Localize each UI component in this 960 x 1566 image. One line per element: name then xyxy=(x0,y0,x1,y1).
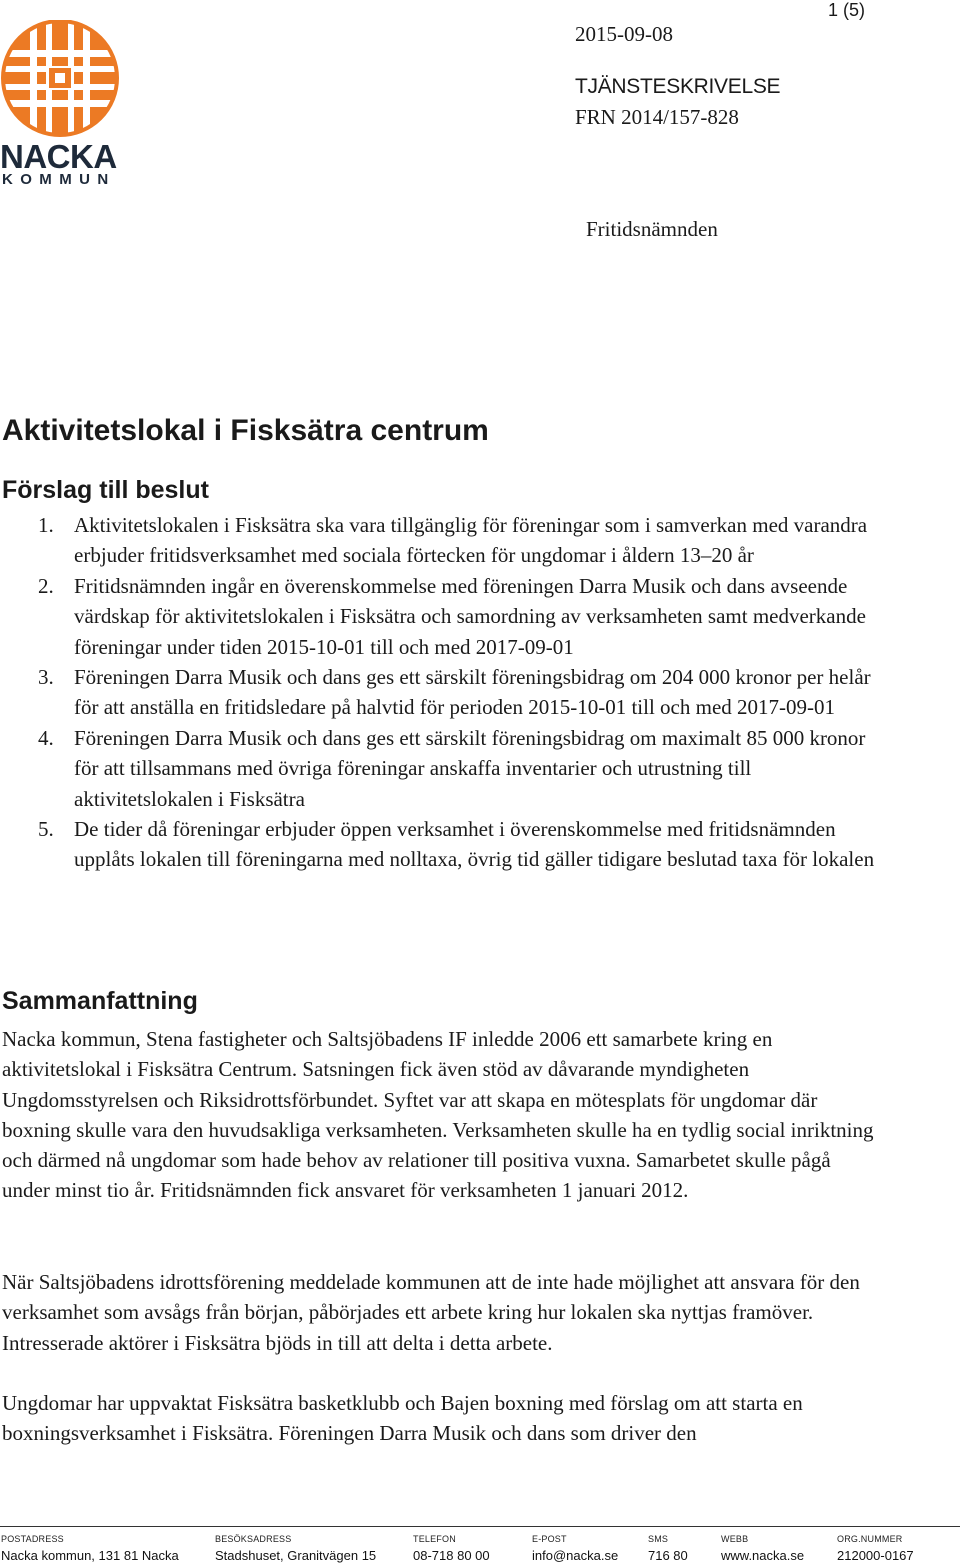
recipient: Fritidsnämnden xyxy=(586,217,718,241)
list-item xyxy=(2,571,882,662)
list-item xyxy=(2,723,882,814)
footer-value: 716 80 xyxy=(648,1548,688,1563)
footer-label: POSTADRESS xyxy=(1,1534,64,1544)
list-item-number: 5. xyxy=(38,817,54,842)
page-number: 1 (5) xyxy=(828,0,866,20)
list-item-text: Föreningen Darra Musik och dans ges ett särskilt föreningsbidrag om maximalt 85 000 kronor för att tillsammans med övriga föreningar anskaffa inventarier och utrustning till aktivitetslokalen i Fisksätra xyxy=(74,725,866,811)
summary-heading: Sammanfattning xyxy=(2,987,198,1015)
list-item-number: 3. xyxy=(38,665,54,690)
summary-paragraph-3: Ungdomar har uppvaktat Fisksätra basketklubb och Bajen boxning med förslag om att starta en boxningsverksamhet i Fisksätra. Föreningen Darra Musik och dans som driver den xyxy=(2,1391,803,1446)
footer-label: E-POST xyxy=(532,1534,567,1544)
footer-sms xyxy=(648,1533,688,1565)
document-date: 2015-09-08 xyxy=(575,22,673,46)
footer-value: info@nacka.se xyxy=(532,1548,619,1563)
footer-postal-address xyxy=(1,1533,179,1565)
footer-label: WEBB xyxy=(721,1534,749,1544)
footer-value: Nacka kommun, 131 81 Nacka xyxy=(1,1548,179,1563)
list-item-text: Fritidsnämnden ingår en överenskommelse med föreningen Darra Musik och dans avseende värdskap för aktivitetslokalen i Fisksätra och samordning av verksamheten samt medverkande föreningar under tiden 2015-10-01 till och med 2017-09-01 xyxy=(74,573,866,659)
footer-value: Stadshuset, Granitvägen 15 xyxy=(215,1548,377,1563)
list-item-text: De tider då föreningar erbjuder öppen verksamhet i överenskommelse med fritidsnämnden upplåts lokalen till föreningarna med nolltaxa, övrig tid gäller tidigare beslutad taxa för lokalen xyxy=(74,817,875,872)
summary-paragraph-2: När Saltsjöbadens idrottsförening meddelade kommunen att de inte hade möjlighet att ansvara för den verksamhet som avsågs från början, påbörjades ett arbete kring hur lokalen ska nyttjas framöver. Intresserade aktörer i Fisksätra bjöds in till att delta i detta arbete. xyxy=(2,1270,860,1355)
nacka-kommun-logo xyxy=(0,20,124,192)
list-item-text: Föreningen Darra Musik och dans ges ett särskilt föreningsbidrag om 204 000 kronor per helår för att anställa en fritidsledare på halvtid för perioden 2015-10-01 till och med 2017-09-01 xyxy=(74,665,871,720)
page-title: Aktivitetslokal i Fisksätra centrum xyxy=(2,414,489,447)
list-item xyxy=(2,662,882,723)
footer-phone xyxy=(413,1533,490,1565)
list-item-number: 2. xyxy=(38,573,54,598)
footer-value: 08-718 80 00 xyxy=(413,1548,490,1563)
footer-email xyxy=(532,1533,618,1565)
decision-list xyxy=(2,510,882,875)
footer-label: ORG.NUMMER xyxy=(837,1534,903,1544)
list-item-text: Aktivitetslokalen i Fisksätra ska vara tillgänglig för föreningar som i samverkan med varandra erbjuder fritidsverksamhet med sociala förtecken för ungdomar i åldern 13–20 år xyxy=(74,513,868,568)
list-item xyxy=(2,510,882,571)
footer-label: BESÖKSADRESS xyxy=(215,1534,292,1544)
list-item xyxy=(2,814,882,875)
logo-text-kommun: KOMMUN xyxy=(2,171,116,188)
reference-number: FRN 2014/157-828 xyxy=(575,105,739,129)
footer-value: www.nacka.se xyxy=(721,1548,805,1563)
list-item-number: 4. xyxy=(38,725,54,750)
document-type: TJÄNSTESKRIVELSE xyxy=(575,75,781,98)
footer-org-number xyxy=(837,1533,914,1565)
logo-text-nacka: NACKA xyxy=(0,138,117,175)
footer-web xyxy=(721,1533,804,1565)
footer-label: SMS xyxy=(648,1534,669,1544)
footer-value: 212000-0167 xyxy=(837,1548,914,1563)
footer-label: TELEFON xyxy=(413,1534,456,1544)
list-item-number: 1. xyxy=(38,513,54,537)
footer-divider xyxy=(0,1526,960,1527)
decision-heading: Förslag till beslut xyxy=(2,476,209,504)
summary-paragraph-1: Nacka kommun, Stena fastigheter och Saltsjöbadens IF inledde 2006 ett samarbete kring en aktivitetslokal i Fisksätra Centrum. Satsningen fick även stöd av dåvarande myndigheten Ungdomsstyrelsen och Riksidrottsförbundet. Syftet var att skapa en mötesplats för ungdomar där boxning skulle vara den huvudsakliga verksamheten. Verksamheten skulle ha en tydlig social inriktning och därmed nå ungdomar som hade behov av relationer till positiva vuxna. Samarbetet skulle pågå under minst tio år. Fritidsnämnden fick ansvaret för verksamheten 1 januari 2012. xyxy=(2,1027,874,1203)
footer-visit-address xyxy=(215,1533,376,1565)
